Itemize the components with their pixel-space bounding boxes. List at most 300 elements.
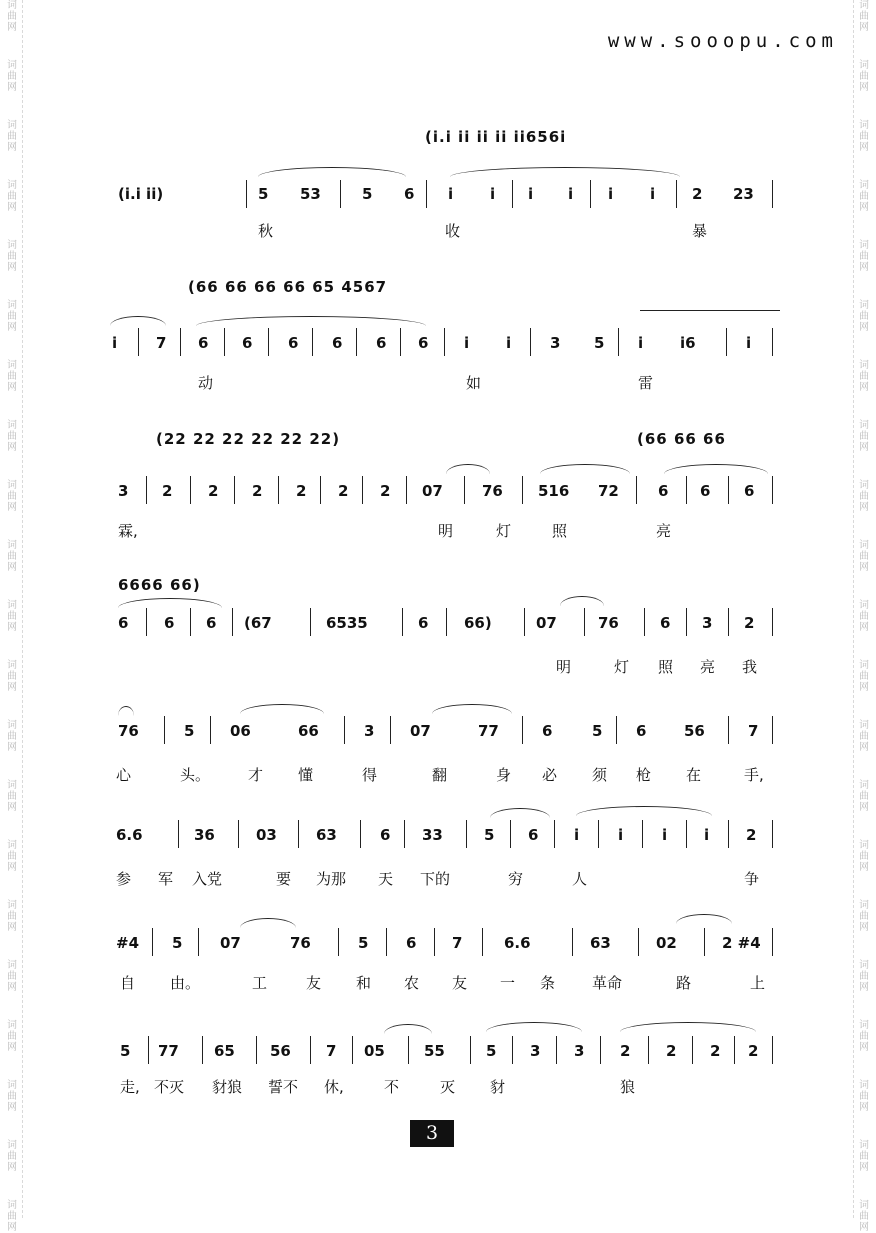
barline — [686, 476, 687, 504]
note: 3 — [550, 334, 561, 352]
note: i — [746, 334, 752, 352]
barline — [512, 180, 513, 208]
note: 6 — [380, 826, 391, 844]
note: 76 — [290, 934, 311, 952]
side-watermark: 词 曲 网 — [859, 900, 869, 933]
right-watermark-strip — [853, 0, 874, 1233]
barline — [224, 328, 225, 356]
lyric: 才 — [248, 766, 264, 784]
lyric: 不灭 — [154, 1078, 185, 1096]
slur — [576, 806, 712, 816]
barline — [344, 716, 345, 744]
barline — [572, 928, 573, 956]
lyric: 誓不 — [268, 1078, 299, 1096]
side-watermark: 词 曲 网 — [7, 720, 17, 753]
note: i — [448, 185, 454, 203]
note: 6.6 — [504, 934, 531, 952]
lyric: 动 — [198, 374, 214, 392]
note: 6 — [658, 482, 669, 500]
slur — [676, 914, 732, 924]
barline — [636, 476, 637, 504]
note: 66) — [464, 614, 492, 632]
lyric: 友 — [306, 974, 322, 992]
barline — [772, 608, 773, 636]
side-watermark: 词 曲 网 — [859, 660, 869, 693]
slur — [620, 1022, 756, 1032]
barline — [616, 716, 617, 744]
note: 7 — [326, 1042, 337, 1060]
page-number: 3 — [410, 1120, 454, 1147]
side-watermark: 词 曲 网 — [859, 0, 869, 33]
note: 3 — [118, 482, 129, 500]
slur — [450, 167, 680, 177]
barline — [202, 1036, 203, 1064]
side-watermark: 词 曲 网 — [859, 720, 869, 753]
barline — [728, 476, 729, 504]
side-watermark: 词 曲 网 — [7, 180, 17, 213]
note: 02 — [656, 934, 677, 952]
barline — [466, 820, 467, 848]
side-watermark: 词 曲 网 — [7, 60, 17, 93]
note: 5 — [592, 722, 603, 740]
barline — [246, 180, 247, 208]
lyric: 军 — [158, 870, 174, 888]
lyric: 革命 — [592, 974, 623, 992]
note: 53 — [300, 185, 321, 203]
note: 6 — [528, 826, 539, 844]
side-watermark: 词 曲 网 — [859, 240, 869, 273]
lyric: 入党 — [192, 870, 223, 888]
barline — [338, 928, 339, 956]
note: 516 — [538, 482, 570, 500]
barline — [704, 928, 705, 956]
side-watermark: 词 曲 网 — [7, 900, 17, 933]
lyric: 为那 — [316, 870, 347, 888]
lyric: 亮 — [656, 522, 672, 540]
lyric: 条 — [540, 974, 556, 992]
barline — [408, 1036, 409, 1064]
barline — [728, 608, 729, 636]
note: 3 — [702, 614, 713, 632]
note: i — [464, 334, 470, 352]
side-watermark: 词 曲 网 — [7, 660, 17, 693]
prelude-text: (22 22 22 22 22 22) — [156, 430, 341, 448]
note: i — [618, 826, 624, 844]
note: 63 — [590, 934, 611, 952]
barline — [356, 328, 357, 356]
barline — [146, 608, 147, 636]
note: i — [112, 334, 118, 352]
note: 77 — [478, 722, 499, 740]
side-watermark: 词 曲 网 — [7, 1140, 17, 1173]
note: i — [638, 334, 644, 352]
note: 6 — [660, 614, 671, 632]
side-watermark: 词 曲 网 — [859, 360, 869, 393]
slur — [446, 464, 490, 474]
barline — [644, 608, 645, 636]
side-watermark: 词 曲 网 — [7, 1020, 17, 1053]
lyric: 明 — [556, 658, 572, 676]
lyric: 必 — [542, 766, 558, 784]
prelude-text: 6666 66) — [118, 576, 201, 594]
note: 2 — [710, 1042, 721, 1060]
barline — [556, 1036, 557, 1064]
barline — [512, 1036, 513, 1064]
note: 5 — [358, 934, 369, 952]
lyric: 争 — [744, 870, 760, 888]
note: 2 — [666, 1042, 677, 1060]
barline — [598, 820, 599, 848]
barline — [390, 716, 391, 744]
side-watermark: 词 曲 网 — [7, 1200, 17, 1233]
barline — [772, 716, 773, 744]
barline — [402, 608, 403, 636]
barline — [278, 476, 279, 504]
lyric: 下的 — [420, 870, 451, 888]
note: 06 — [230, 722, 251, 740]
barline — [310, 1036, 311, 1064]
barline — [692, 1036, 693, 1064]
note: 5 — [594, 334, 605, 352]
note: 2 — [338, 482, 349, 500]
note: 77 — [158, 1042, 179, 1060]
lyric: 雷 — [638, 374, 654, 392]
lyric: 照 — [552, 522, 568, 540]
lyric: 一 — [500, 974, 516, 992]
note: 07 — [410, 722, 431, 740]
prelude-text: (i.i ii ii ii ii656i — [425, 128, 567, 146]
note: 6 — [288, 334, 299, 352]
lyric: 参 — [116, 870, 132, 888]
side-watermark: 词 曲 网 — [7, 960, 17, 993]
lyric: 须 — [592, 766, 608, 784]
side-watermark: 词 曲 网 — [859, 60, 869, 93]
slur — [490, 808, 550, 818]
slur — [118, 706, 134, 716]
side-watermark: 词 曲 网 — [859, 300, 869, 333]
slur — [664, 464, 768, 474]
side-watermark: 词 曲 网 — [859, 780, 869, 813]
lyric: 头。 — [180, 766, 211, 784]
lyric: 狼 — [620, 1078, 636, 1096]
note: 6 — [332, 334, 343, 352]
note: 2 — [748, 1042, 759, 1060]
slur — [196, 316, 426, 326]
side-watermark: 词 曲 网 — [859, 180, 869, 213]
note: 03 — [256, 826, 277, 844]
side-watermark: 词 曲 网 — [859, 1080, 869, 1113]
lyric: 暴 — [692, 222, 708, 240]
lyric: 豺狼 — [212, 1078, 243, 1096]
note: i — [568, 185, 574, 203]
note: 6 — [206, 614, 217, 632]
barline — [464, 476, 465, 504]
lyric: 自 — [120, 974, 136, 992]
lyric: 收 — [445, 222, 461, 240]
barline — [404, 820, 405, 848]
barline — [190, 608, 191, 636]
side-watermark: 词 曲 网 — [7, 600, 17, 633]
lyric: 手, — [744, 766, 764, 784]
note: 6 — [418, 614, 429, 632]
note: 2 — [252, 482, 263, 500]
lyric: 明 — [438, 522, 454, 540]
barline — [298, 820, 299, 848]
lyric: 霖, — [118, 522, 138, 540]
barline — [648, 1036, 649, 1064]
note: 5 — [184, 722, 195, 740]
note: 76 — [482, 482, 503, 500]
side-watermark: 词 曲 网 — [859, 600, 869, 633]
side-watermark: 词 曲 网 — [7, 240, 17, 273]
barline — [434, 928, 435, 956]
barline — [180, 328, 181, 356]
barline — [772, 180, 773, 208]
note: 6 — [542, 722, 553, 740]
barline — [728, 820, 729, 848]
barline — [256, 1036, 257, 1064]
barline — [524, 608, 525, 636]
barline — [772, 328, 773, 356]
lyric: 穷 — [508, 870, 524, 888]
lyric: 翻 — [432, 766, 448, 784]
lyric: 灭 — [440, 1078, 456, 1096]
note: (67 — [244, 614, 272, 632]
barline — [638, 928, 639, 956]
note: 56 — [684, 722, 705, 740]
barline — [554, 820, 555, 848]
note: 5 — [362, 185, 373, 203]
note: 2 — [162, 482, 173, 500]
side-watermark: 词 曲 网 — [7, 420, 17, 453]
barline — [232, 608, 233, 636]
note: 5 — [484, 826, 495, 844]
slur — [240, 918, 296, 928]
barline — [190, 476, 191, 504]
barline — [726, 328, 727, 356]
note: 5 — [486, 1042, 497, 1060]
barline — [600, 1036, 601, 1064]
slur — [486, 1022, 582, 1032]
lyric: 农 — [404, 974, 420, 992]
lyric: 枪 — [636, 766, 652, 784]
lyric: 不 — [384, 1078, 400, 1096]
note: 2 #4 — [722, 934, 761, 952]
lyric: 由。 — [170, 974, 201, 992]
note: 6 — [118, 614, 129, 632]
side-watermark: 词 曲 网 — [7, 0, 17, 33]
tie-line — [640, 310, 780, 311]
barline — [238, 820, 239, 848]
note: 07 — [220, 934, 241, 952]
note: 2 — [620, 1042, 631, 1060]
barline — [444, 328, 445, 356]
slur — [540, 464, 630, 474]
note: i — [608, 185, 614, 203]
barline — [590, 180, 591, 208]
barline — [584, 608, 585, 636]
side-watermark: 词 曲 网 — [7, 840, 17, 873]
note: #4 — [116, 934, 140, 952]
slur — [118, 598, 222, 608]
note: 6 — [744, 482, 755, 500]
barline — [146, 476, 147, 504]
side-watermark: 词 曲 网 — [7, 1080, 17, 1113]
barline — [360, 820, 361, 848]
lyric: 灯 — [496, 522, 512, 540]
note: 72 — [598, 482, 619, 500]
side-watermark: 词 曲 网 — [859, 840, 869, 873]
note: i — [704, 826, 710, 844]
side-watermark: 词 曲 网 — [859, 1140, 869, 1173]
note: 7 — [748, 722, 759, 740]
barline — [676, 180, 677, 208]
note: 05 — [364, 1042, 385, 1060]
barline — [510, 820, 511, 848]
barline — [772, 928, 773, 956]
barline — [198, 928, 199, 956]
lyric: 工 — [252, 974, 268, 992]
note: 76 — [598, 614, 619, 632]
side-watermark: 词 曲 网 — [859, 480, 869, 513]
barline — [268, 328, 269, 356]
lyric: 得 — [362, 766, 378, 784]
note: i — [650, 185, 656, 203]
barline — [522, 476, 523, 504]
lyric: 豺 — [490, 1078, 506, 1096]
note: i — [662, 826, 668, 844]
lyric: 上 — [750, 974, 766, 992]
side-watermark: 词 曲 网 — [859, 540, 869, 573]
note: 36 — [194, 826, 215, 844]
lyric: 亮 — [700, 658, 716, 676]
prelude-text: (66 66 66 66 65 4567 — [188, 278, 388, 296]
slur — [384, 1024, 432, 1034]
note: 2 — [744, 614, 755, 632]
lyric: 休, — [324, 1078, 344, 1096]
note: 23 — [733, 185, 754, 203]
note: i — [574, 826, 580, 844]
note: 2 — [692, 185, 703, 203]
note: 6 — [404, 185, 415, 203]
note: 6535 — [326, 614, 368, 632]
barline — [312, 328, 313, 356]
lyric: 灯 — [614, 658, 630, 676]
barline — [772, 820, 773, 848]
note: i6 — [680, 334, 696, 352]
lyric: 天 — [378, 870, 394, 888]
lyric: 走, — [120, 1078, 140, 1096]
side-watermark: 词 曲 网 — [7, 540, 17, 573]
note: 07 — [536, 614, 557, 632]
note: 76 — [118, 722, 139, 740]
note: 6 — [406, 934, 417, 952]
side-watermark: 词 曲 网 — [859, 960, 869, 993]
site-url: www.sooopu.com — [607, 30, 838, 52]
note: 65 — [214, 1042, 235, 1060]
barline — [362, 476, 363, 504]
note: 7 — [156, 334, 167, 352]
note: 56 — [270, 1042, 291, 1060]
lyric: 照 — [658, 658, 674, 676]
barline — [406, 476, 407, 504]
note: 6 — [376, 334, 387, 352]
side-watermark: 词 曲 网 — [859, 420, 869, 453]
note: 6 — [242, 334, 253, 352]
note: 6 — [700, 482, 711, 500]
lyric: 友 — [452, 974, 468, 992]
note: i — [528, 185, 534, 203]
barline — [400, 328, 401, 356]
lyric: 和 — [356, 974, 372, 992]
note: 63 — [316, 826, 337, 844]
slur — [110, 316, 166, 326]
side-watermark: 词 曲 网 — [7, 780, 17, 813]
note: 6.6 — [116, 826, 143, 844]
note: 5 — [172, 934, 183, 952]
barline — [386, 928, 387, 956]
note: 55 — [424, 1042, 445, 1060]
note: (i.i ii) — [118, 185, 164, 203]
barline — [426, 180, 427, 208]
side-watermark: 词 曲 网 — [859, 1020, 869, 1053]
note: i — [506, 334, 512, 352]
barline — [642, 820, 643, 848]
note: 6 — [164, 614, 175, 632]
barline — [482, 928, 483, 956]
barline — [352, 1036, 353, 1064]
side-watermark: 词 曲 网 — [7, 480, 17, 513]
note: 3 — [364, 722, 375, 740]
lyric: 我 — [742, 658, 758, 676]
note: 5 — [258, 185, 269, 203]
lyric: 心 — [116, 766, 132, 784]
barline — [310, 608, 311, 636]
side-watermark: 词 曲 网 — [7, 300, 17, 333]
lyric: 人 — [572, 870, 588, 888]
note: 3 — [530, 1042, 541, 1060]
lyric: 在 — [686, 766, 702, 784]
lyric: 秋 — [258, 222, 274, 240]
note: i — [490, 185, 496, 203]
lyric: 身 — [496, 766, 512, 784]
side-watermark: 词 曲 网 — [859, 1200, 869, 1233]
note: 6 — [636, 722, 647, 740]
barline — [210, 716, 211, 744]
barline — [234, 476, 235, 504]
note: 2 — [380, 482, 391, 500]
barline — [164, 716, 165, 744]
lyric: 路 — [676, 974, 692, 992]
barline — [618, 328, 619, 356]
side-watermark: 词 曲 网 — [7, 360, 17, 393]
slur — [560, 596, 604, 606]
barline — [686, 820, 687, 848]
note: 2 — [746, 826, 757, 844]
side-watermark: 词 曲 网 — [7, 120, 17, 153]
barline — [148, 1036, 149, 1064]
barline — [530, 328, 531, 356]
note: 07 — [422, 482, 443, 500]
note: 6 — [198, 334, 209, 352]
barline — [178, 820, 179, 848]
slur — [258, 167, 406, 177]
slur — [240, 704, 324, 714]
note: 33 — [422, 826, 443, 844]
note: 7 — [452, 934, 463, 952]
barline — [734, 1036, 735, 1064]
barline — [772, 476, 773, 504]
